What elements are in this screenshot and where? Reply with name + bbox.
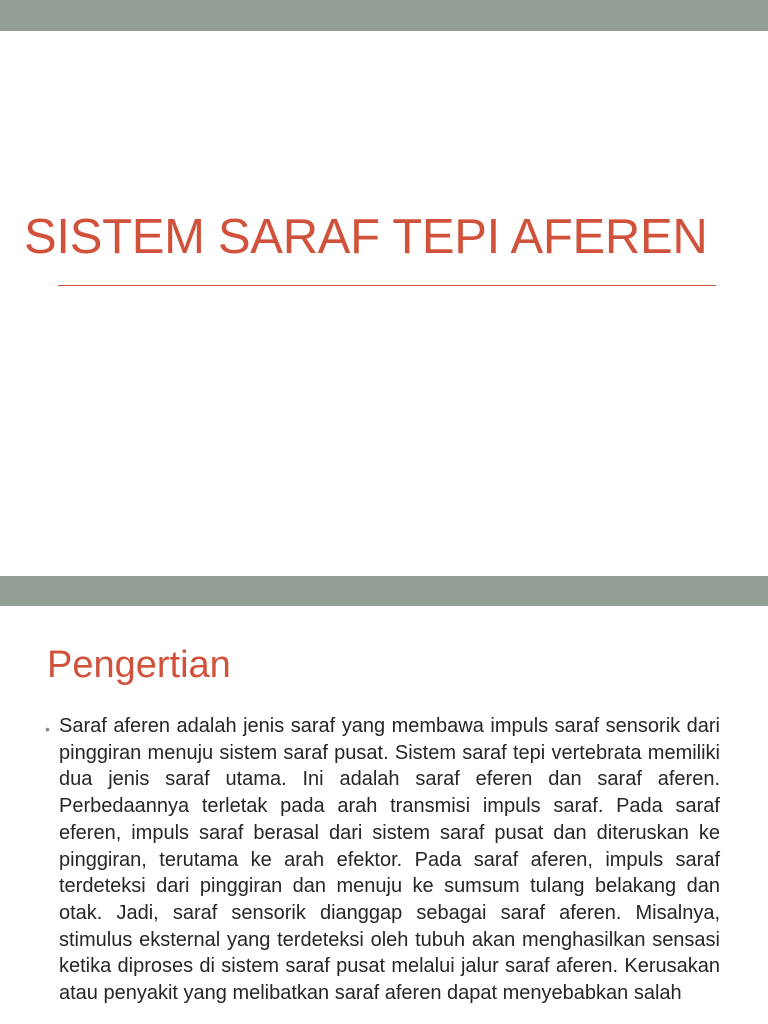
title-underline (58, 285, 716, 286)
slide-title: SISTEM SARAF TEPI AFEREN (24, 210, 708, 264)
bullet-marker: • (45, 721, 50, 737)
slide-divider-band (0, 576, 768, 606)
top-band (0, 0, 768, 31)
section-heading: Pengertian (47, 644, 231, 686)
body-paragraph: Saraf aferen adalah jenis saraf yang membawa impuls saraf sensorik dari pinggiran menuju sistem saraf pusat. Sistem saraf tepi vertebrata memiliki dua jenis saraf utama. Ini adalah saraf eferen dan saraf aferen. Perbedaannya terletak pada arah transmisi impuls saraf. Pada saraf eferen, impuls saraf berasal dari sistem saraf pusat dan diteruskan ke pinggiran, terutama ke arah efektor. Pada saraf aferen, impuls saraf terdeteksi dari pinggiran dan menuju ke sumsum tulang belakang dan otak. Jadi, saraf sensorik dianggap sebagai saraf aferen. Misalnya, stimulus eksternal yang terdeteksi oleh tubuh akan menghasilkan sensasi ketika diproses di sistem saraf pusat melalui jalur saraf aferen. Kerusakan atau penyakit yang melibatkan saraf aferen dapat menyebabkan salah (59, 715, 720, 1005)
